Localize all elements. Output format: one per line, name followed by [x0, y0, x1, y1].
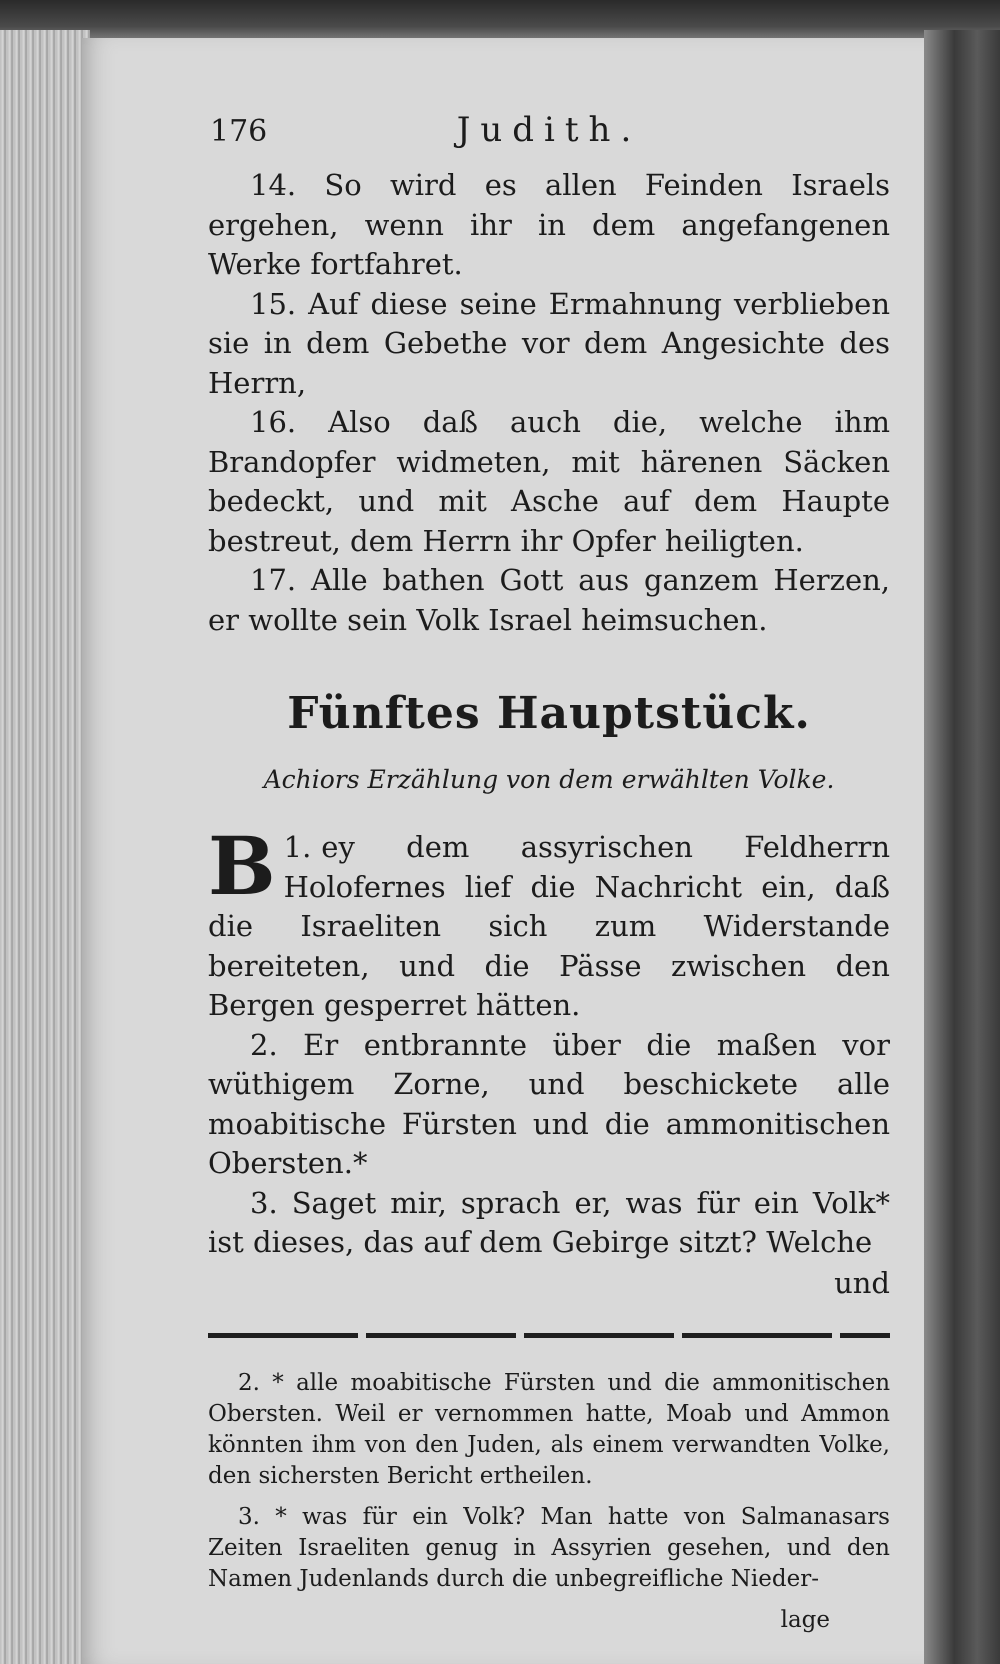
footnote-catchword: lage: [780, 1606, 830, 1633]
verse-number: 14.: [250, 168, 297, 202]
verse-14: [208, 166, 890, 285]
verse-17: [208, 561, 890, 640]
page-stack-edge: [0, 30, 90, 1664]
chapter-title: Fünftes Hauptstück.: [287, 688, 811, 739]
verse-number: 17.: [250, 563, 297, 597]
verse-number: 3.: [250, 1185, 278, 1220]
verse-text: Also daß auch die, welche ihm Brandopfer widmeten, mit härenen Säcken bedeckt, und mit Asche auf dem Haupte bestreut, dem Herrn ihr Opfer heiligten.: [208, 405, 890, 558]
verse-3: [208, 1184, 890, 1263]
footnote-ref: 3. *: [238, 1503, 287, 1530]
catchword: und: [834, 1265, 890, 1300]
footnote-text: alle moabitische Fürsten und die ammonitischen Obersten. Weil er vernommen hatte, Moab und Ammon könnten ihm von den Juden, als einem verwandten Volke, den sichersten Bericht ertheilen.: [208, 1369, 891, 1489]
verse-15: [208, 285, 890, 404]
verse-text: Er entbrannte über die maßen vor wüthigem Zorne, und beschickete alle moabitische Fürsten und die ammonitischen Obersten.*: [208, 1027, 891, 1180]
book-right-edge: [924, 30, 1000, 1664]
verse-number: 1.: [283, 830, 312, 864]
footnote-2: [208, 1368, 890, 1492]
verse-16: [208, 403, 890, 561]
verse-number: 15.: [250, 286, 297, 321]
footnote-3: [208, 1502, 890, 1595]
verse-text: So wird es allen Feinden Israels ergehen, wenn ihr in dem angefangenen Werke fortfahret.: [208, 168, 891, 281]
drop-cap: B: [208, 819, 276, 913]
page-number: 176: [210, 114, 268, 149]
chapter-summary: Achiors Erzählung von dem erwählten Volke.: [263, 765, 835, 794]
footnote-text: was für ein Volk? Man hatte von Salmanasars Zeiten Israeliten genug in Assyrien gesehen, und den Namen Judenlands durch die unbegreifliche Nieder-: [208, 1503, 890, 1592]
verse-2: [208, 1026, 890, 1184]
verse-text: ey dem assyrischen Feldherrn Holofernes lief die Nachricht ein, daß die Israeliten sich zum Widerstande bereiteten, und die Pässe zwischen den Bergen gesperret hätten.: [208, 830, 890, 1022]
running-title: Judith.: [456, 110, 642, 150]
verse-text: Saget mir, sprach er, was für ein Volk* ist dieses, das auf dem Gebirge sitzt? Welche: [208, 1185, 891, 1259]
footnote-ref: 2. *: [238, 1369, 284, 1396]
verse-1: [208, 819, 890, 1026]
verse-text: Auf diese seine Ermahnung verblieben sie in dem Gebethe vor dem Angesichte des Herrn,: [208, 286, 890, 400]
page-content: [208, 110, 890, 1635]
verse-number: 16.: [250, 405, 297, 439]
verse-number: 2.: [250, 1027, 278, 1062]
footnote-divider: [208, 1333, 890, 1338]
verse-text: Alle bathen Gott aus ganzem Herzen, er wollte sein Volk Israel heimsuchen.: [208, 563, 890, 637]
page-header: [208, 110, 890, 166]
